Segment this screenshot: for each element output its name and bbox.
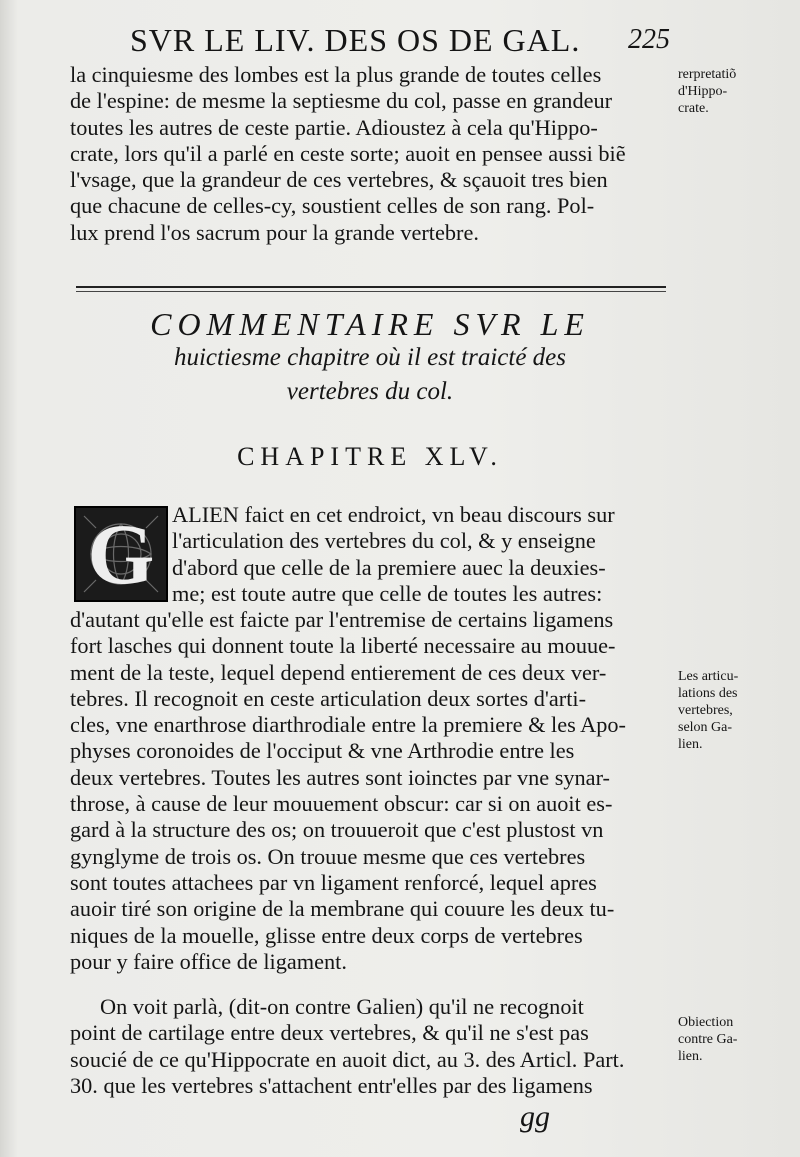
text-line: On voit parlà, (dit-on contre Galien) qu'il ne recognoit: [100, 994, 584, 1019]
margin-note-articulations: [678, 668, 788, 753]
text-line: auoir tiré son origine de la membrane qui couure les deux tu-: [70, 896, 615, 922]
text-line: ALIEN faict en cet endroict, vn beau discours sur: [172, 502, 615, 527]
decorated-initial: [74, 506, 168, 602]
text-line: ment de la teste, lequel depend entierement de ces deux ver-: [70, 659, 607, 685]
last-paragraph: [70, 994, 670, 1099]
page-number: 225: [628, 24, 670, 55]
text-line: gard à la structure des os; on trouueroit que c'est plustost vn: [70, 817, 604, 843]
running-head: SVR LE LIV. DES OS DE GAL.: [130, 22, 581, 58]
text-line: pour y faire office de ligament.: [70, 948, 347, 974]
text-line: cles, vne enarthrose diarthrodiale entre la premiere & les Apo-: [70, 712, 626, 738]
margin-note-line: rerpretatiõ: [678, 67, 737, 82]
commentary-title: COMMENTAIRE SVR LE: [150, 306, 590, 342]
margin-note-line: lien.: [678, 737, 703, 752]
text-line: d'autant qu'elle est faicte par l'entremise de certains ligamens: [70, 607, 614, 632]
margin-note-line: Obiection: [678, 1015, 734, 1030]
margin-note-line: lien.: [678, 1049, 703, 1064]
text-line: d'abord que celle de la premiere auec la deuxies-: [172, 554, 606, 580]
text-line: niques de la mouelle, glisse entre deux corps de vertebres: [70, 922, 583, 948]
margin-note-line: d'Hippo-: [678, 84, 728, 99]
text-line: gynglyme de trois os. On trouue mesme que ces vertebres: [70, 843, 586, 869]
margin-note-line: Les articu-: [678, 669, 739, 684]
text-line: fort lasches qui donnent toute la liberté necessaire au mouue-: [70, 633, 616, 659]
page-header: [130, 22, 670, 62]
top-paragraph: [70, 62, 670, 246]
text-line: l'vsage, que la grandeur de ces vertebres, & sçauoit tres bien: [70, 167, 608, 193]
margin-note-line: selon Ga-: [678, 720, 733, 735]
text-line: throse, à cause de leur mouuement obscur: car si on auoit es-: [70, 791, 613, 817]
margin-note-line: contre Ga-: [678, 1032, 738, 1047]
text-line: point de cartilage entre deux vertebres, & qu'il ne s'est pas: [70, 1020, 589, 1046]
text-line: physes coronoides de l'occiput & vne Arthrodie entre les: [70, 738, 575, 764]
text-line: lux prend l'os sacrum pour la grande vertebre.: [70, 219, 479, 245]
chapter-heading: CHAPITRE XLV.: [237, 442, 503, 471]
text-line: que chacune de celles-cy, soustient celles de son rang. Pol-: [70, 193, 595, 219]
margin-note-objection: [678, 1014, 788, 1065]
text-line: de l'espine: de mesme la septiesme du col, passe en grandeur: [70, 88, 613, 114]
text-line: toutes les autres de ceste partie. Adioustez à cela qu'Hippo-: [70, 114, 598, 140]
dropcap-letter: G: [87, 506, 155, 602]
margin-note-line: lations des: [678, 686, 738, 701]
text-line: deux vertebres. Toutes les autres sont ioinctes par vne synar-: [70, 764, 610, 790]
commentary-subtitle-line2: vertebres du col.: [286, 378, 454, 405]
text-line: tebres. Il recognoit en ceste articulation deux sortes d'arti-: [70, 685, 587, 711]
text-line: crate, lors qu'il a parlé en ceste sorte; auoit en pensee aussi biẽ: [70, 140, 626, 166]
text-line: sont toutes attachees par vn ligament renforcé, lequel apres: [70, 869, 597, 895]
margin-note-line: crate.: [678, 101, 709, 116]
text-line: soucié de ce qu'Hippocrate en auoit dict, au 3. des Articl. Part.: [70, 1046, 625, 1072]
text-line: 30. que les vertebres s'attachent entr'elles par des ligamens: [70, 1072, 593, 1098]
section-rule-thin: [76, 291, 666, 292]
main-paragraph-indented: [172, 502, 670, 607]
gathering-signature: gg: [520, 1100, 550, 1133]
text-line: la cinquiesme des lombes est la plus grande de toutes celles: [70, 62, 602, 87]
section-rule: [76, 286, 666, 288]
margin-note-line: vertebres,: [678, 703, 733, 718]
text-line: l'articulation des vertebres du col, & y enseigne: [172, 528, 596, 554]
text-line: me; est toute autre que celle de toutes les autres:: [172, 580, 603, 606]
margin-note-hippocrate: [678, 66, 788, 117]
commentary-subtitle-line1: huictiesme chapitre où il est traicté des: [173, 344, 567, 371]
main-paragraph: [70, 607, 670, 975]
